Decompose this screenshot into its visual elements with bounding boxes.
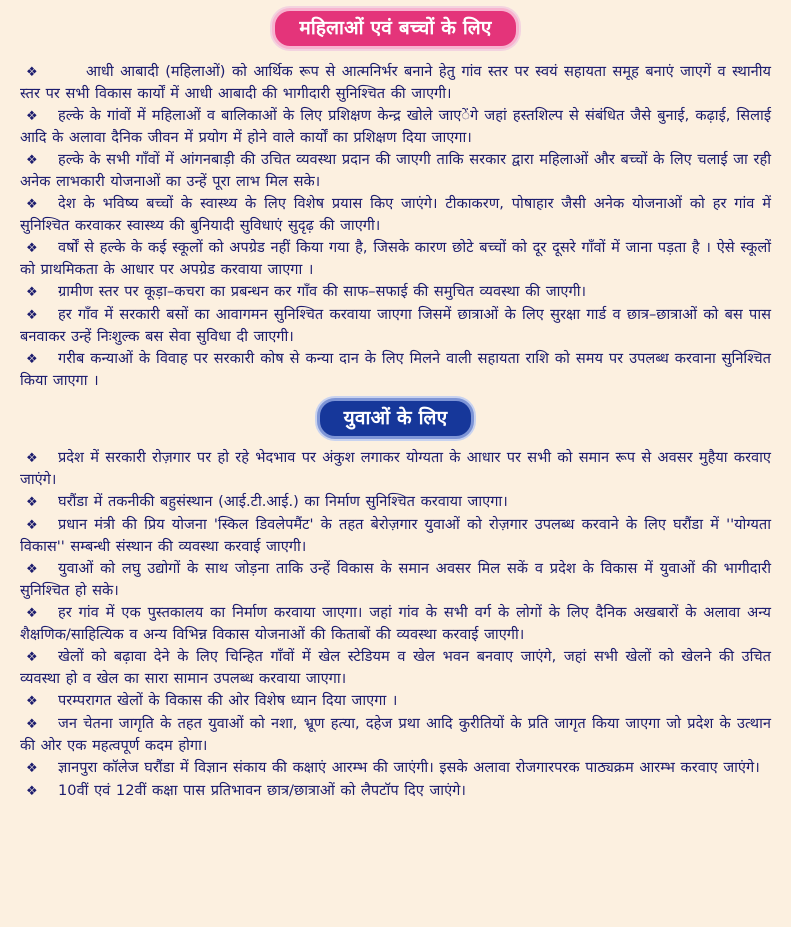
list-item [20, 105, 771, 148]
item-text: जन चेतना जागृति के तहत युवाओं को नशा, भ्रूण हत्या, दहेज प्रथा आदि कुरीतियों के प्रति जागृत किया जाएगा जो प्रदेश के उत्थान की ओर एक महत्वपूर्ण कदम होगा। [20, 715, 771, 754]
bullet-icon: ❖ [26, 495, 38, 510]
item-text: परम्परागत खेलों के विकास की ओर विशेष ध्यान दिया जाएगा । [58, 692, 398, 709]
bullet-icon: ❖ [26, 562, 38, 577]
item-text: आधी आबादी (महिलाओं) को आर्थिक रूप से आत्मनिर्भर बनाने हेतु गांव स्तर पर स्वयं सहायता समूह बनाएं जाएगें व स्थानीय स्तर पर सभी विकास कार्यों में आधी आबादी की भागीदारी सुनिश्चित की जाएगी। [20, 63, 771, 102]
youth-section-title: युवाओं के लिए [317, 398, 475, 439]
item-text: घरौंडा में तकनीकी बहुसंस्थान (आई.टी.आई.) का निर्माण सुनिश्चित करवाया जाएगा। [58, 493, 508, 510]
bullet-icon: ❖ [26, 650, 38, 665]
bullet-icon: ❖ [26, 761, 38, 776]
bullet-icon: ❖ [26, 308, 38, 323]
bullet-icon: ❖ [26, 451, 38, 466]
list-item [20, 558, 771, 601]
bullet-icon: ❖ [26, 109, 38, 124]
item-text: प्रधान मंत्री की प्रिय योजना 'स्किल डिवलेपमैंट' के तहत बेरोज़गार युवाओं को रोज़गार उपलब्ध करवाने के लिए घरौंडा में ''योग्यता विकास'' सम्बन्धी संस्थान की व्यवस्था करवाई जाएगी। [20, 516, 771, 555]
list-item [20, 304, 771, 347]
women-items-list [20, 61, 771, 391]
youth-items-list [20, 447, 771, 802]
bullet-icon: ❖ [26, 606, 38, 621]
item-text: 10वीं एवं 12वीं कक्षा पास प्रतिभावन छात्र/छात्राओं को लैपटॉप दिए जाएंगे। [58, 782, 466, 799]
item-text: हर गांव में एक पुस्तकालय का निर्माण करवाया जाएगा। जहां गांव के सभी वर्ग के लोगों के लिए दैनिक अखबारों के अलावा अन्य शैक्षणिक/साहित्यिक व अन्य विभिन्न विकास योजनाओं की किताबों की व्यवस्था करवाई जाएगी। [20, 604, 771, 643]
list-item [20, 757, 771, 779]
list-item [20, 281, 771, 303]
list-item [20, 149, 771, 192]
list-item [20, 690, 771, 712]
list-item [20, 713, 771, 756]
bullet-icon: ❖ [26, 153, 38, 168]
item-text: देश के भविष्य बच्चों के स्वास्थ्य के लिए विशेष प्रयास किए जाएंगे। टीकाकरण, पोषाहार जैसी अनेक योजनाओं को हर गांव में सुनिश्चित करवाकर स्वास्थ्य की बुनियादी सुविधाएं सुदृढ़ की जाएगी। [20, 195, 771, 234]
list-item [20, 61, 771, 104]
bullet-icon: ❖ [26, 352, 38, 367]
item-text: ज्ञानपुरा कॉलेज घरौंडा में विज्ञान संकाय की कक्षाएं आरम्भ की जाएंगी। इसके अलावा रोजगारपरक पाठ्यक्रम आरम्भ करवाए जाएंगे। [58, 759, 760, 776]
list-item [20, 348, 771, 391]
list-item [20, 491, 771, 513]
women-section-title: महिलाओं एवं बच्चों के लिए [272, 8, 518, 49]
item-text: खेलों को बढ़ावा देने के लिए चिन्हित गाँवों में खेल स्टेडियम व खेल भवन बनवाए जाएंगे, जहां सभी खेलों को खेलने की उचित व्यवस्था हो व खेल का सारा सामान उपलब्ध करवाया जाएगा। [20, 648, 771, 687]
list-item [20, 602, 771, 645]
list-item [20, 237, 771, 280]
item-text: हर गाँव में सरकारी बसों का आवागमन सुनिश्चित करवाया जाएगा जिसमें छात्राओं के लिए सुरक्षा गार्ड व छात्र–छात्राओं को बस पास बनवाकर उन्हें निःशुल्क बस सेवा सुविधा दी जाएगी। [20, 306, 771, 345]
women-heading-wrap [20, 0, 771, 61]
bullet-icon: ❖ [26, 784, 38, 799]
bullet-icon: ❖ [26, 241, 38, 256]
bullet-icon: ❖ [26, 694, 38, 709]
item-text: हल्के के गांवों में महिलाओं व बालिकाओं के लिए प्रशिक्षण केन्द्र खोले जाएेंगे जहां हस्तशिल्प से संबंधित जैसे बुनाई, कढ़ाई, सिलाई आदि के अलावा दैनिक जीवन में प्रयोग में होने वाले कार्यों का प्रशिक्षण दिया जाएगा। [20, 107, 771, 146]
item-text: ग्रामीण स्तर पर कूड़ा–कचरा का प्रबन्धन कर गाँव की साफ–सफाई की समुचित व्यवस्था की जाएगी। [58, 283, 587, 300]
list-item [20, 780, 771, 802]
item-text: युवाओं को लघु उद्योगों के साथ जोड़ना ताकि उन्हें विकास के समान अवसर मिल सकें व प्रदेश के विकास में युवाओं की भागीदारी सुनिश्चित हो सके। [20, 560, 771, 599]
item-text: प्रदेश में सरकारी रोज़गार पर हो रहे भेदभाव पर अंकुश लगाकर योग्यता के आधार पर सभी को समान रूप से अवसर मुहैया करवाए जाएंगे। [20, 449, 771, 488]
youth-heading-wrap [20, 392, 771, 447]
list-item [20, 447, 771, 490]
bullet-icon: ❖ [26, 285, 38, 300]
bullet-icon: ❖ [26, 197, 38, 212]
item-text: हल्के के सभी गाँवों में आंगनबाड़ी की उचित व्यवस्था प्रदान की जाएगी ताकि सरकार द्वारा महिलाओं और बच्चों के लिए चलाई जा रही अनेक लाभकारी योजनाओं का उन्हें पूरा लाभ मिल सके। [20, 151, 771, 190]
item-text: वर्षों से हल्के के कई स्कूलों को अपग्रेड नहीं किया गया है, जिसके कारण छोटे बच्चों को दूर दूसरे गाँवों में जाना पड़ता है । ऐसे स्कूलों को प्राथमिकता के आधार पर अपग्रेड करवाया जाएगा । [20, 239, 771, 278]
bullet-icon: ❖ [26, 518, 38, 533]
item-text: गरीब कन्याओं के विवाह पर सरकारी कोष से कन्या दान के लिए मिलने वाली सहायता राशि को समय पर उपलब्ध करवाना सुनिश्चित किया जाएगा । [20, 350, 771, 389]
bullet-icon: ❖ [26, 65, 38, 80]
list-item [20, 193, 771, 236]
list-item [20, 646, 771, 689]
list-item [20, 514, 771, 557]
bullet-icon: ❖ [26, 717, 38, 732]
